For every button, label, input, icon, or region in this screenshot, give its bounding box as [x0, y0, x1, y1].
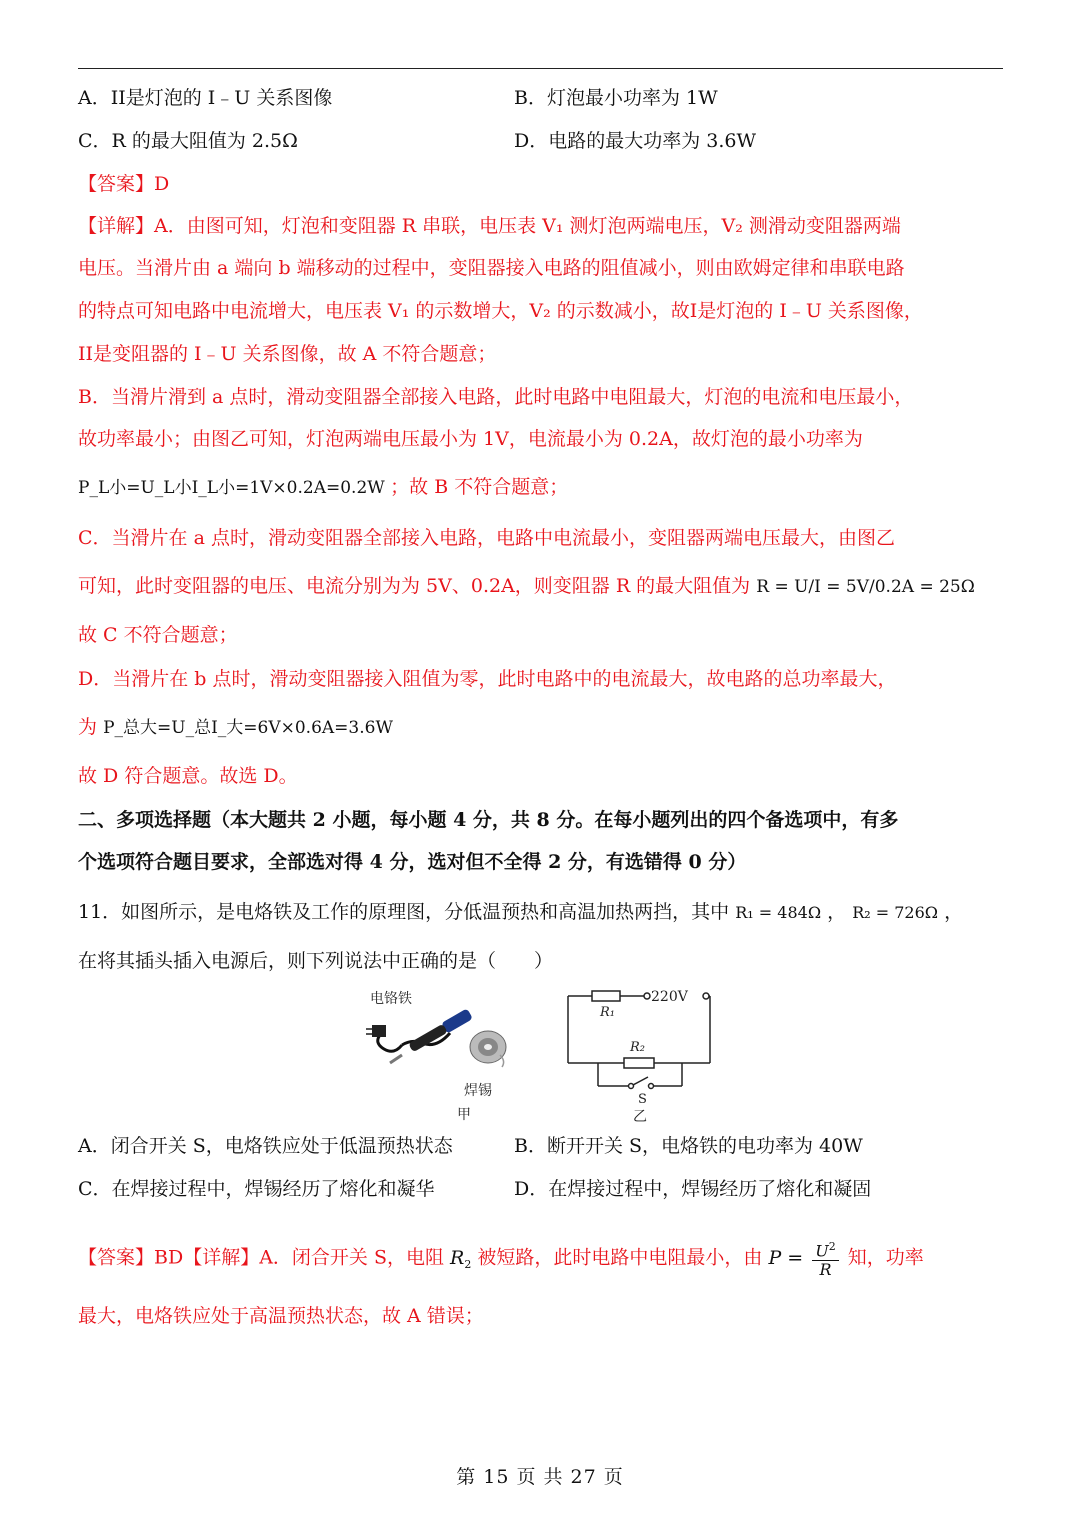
q11-option-a: A．闭合开关 S，电烙铁应处于低温预热状态 — [78, 1135, 453, 1157]
fig-a-label: 甲 — [457, 1107, 471, 1123]
formula-d: P_总大=U_总I_大=6V×0.6A=3.6W — [103, 718, 393, 738]
q10-formula-d — [78, 713, 393, 742]
q10-detail-c-line: 故 C 不符合题意； — [78, 624, 238, 646]
section-heading: 二、多项选择题（本大题共 2 小题，每小题 4 分，共 8 分。在每小题列出的四个备选项中，有多 — [78, 809, 899, 831]
header-rule — [78, 68, 1003, 69]
q11-answer-a: 【答案】BD【详解】A．闭合开关 S，电阻 — [78, 1246, 444, 1269]
q11-figure — [360, 985, 720, 1125]
q10-answer: 【答案】D — [78, 173, 170, 195]
q10-detail-d-line: 故 D 符合题意。故选 D。 — [78, 765, 298, 787]
q10-option-c: C．R 的最大阻值为 2.5Ω — [78, 130, 298, 152]
q11-stem: 在将其插头插入电源后，则下列说法中正确的是（ ） — [78, 950, 554, 972]
q10-detail-line: II是变阻器的 I﹣U 关系图像，故 A 不符合题意； — [78, 343, 497, 365]
q10-detail-line: 电压。当滑片由 a 端向 b 端移动的过程中，变阻器接入电路的阻值减小，则由欧姆定律和串联电路 — [78, 257, 905, 279]
q11-stem-text: 11．如图所示，是电烙铁及工作的原理图，分低温预热和高温加热两挡，其中 — [78, 901, 730, 923]
voltage-label: 220V — [651, 989, 688, 1005]
r1-value: R₁ = 484Ω — [735, 903, 822, 922]
q11-stem: 11．如图所示，是电烙铁及工作的原理图，分低温预热和高温加热两挡，其中 R₁ = 484Ω ， R₂ = 726Ω ， — [78, 901, 964, 923]
q11-answer-line: 【答案】BD【详解】A．闭合开关 S，电阻 $R_2$ 被短路，此时电路中电阻最小，由 P = $\frac{U^2}{R}$ 知，功率 — [78, 1240, 924, 1280]
q10-option-d: D．电路的最大功率为 3.6W — [514, 130, 757, 152]
q10-detail-line: 【详解】A．由图可知，灯泡和变阻器 R 串联，电压表 V₁ 测灯泡两端电压，V₂ 测滑动变阻器两端 — [78, 215, 901, 237]
formula-b: P_L小=U_L小I_L小=1V×0.2A=0.2W — [78, 478, 385, 498]
q11-option-d: D．在焊接过程中，焊锡经历了熔化和凝固 — [514, 1178, 872, 1200]
q10-detail-b-line: B．当滑片滑到 a 点时，滑动变阻器全部接入电路，此时电路中电阻最大，灯泡的电流和电压最小， — [78, 386, 914, 408]
q11-answer-b: 被短路，此时电路中电阻最小，由 — [477, 1246, 763, 1269]
formula-b-text: ；故 B 不符合题意； — [390, 476, 569, 498]
q11-answer-line: 最大，电烙铁应处于高温预热状态，故 A 错误； — [78, 1305, 484, 1327]
formula-d-prefix: 为 — [78, 716, 98, 738]
q11-option-c: C．在焊接过程中，焊锡经历了熔化和凝华 — [78, 1178, 435, 1200]
r1-label: R₁ — [600, 1005, 615, 1020]
q10-option-a: A．II是灯泡的 I﹣U 关系图像 — [78, 87, 333, 109]
section-heading: 个选项符合题目要求，全部选对得 4 分，选对但不全得 2 分，有选错得 0 分） — [78, 851, 747, 873]
q10-detail-c-line — [78, 572, 975, 601]
formula-c: R = U/I = 5V/0.2A = 25Ω — [756, 577, 975, 597]
q10-detail-c-line: C．当滑片在 a 点时，滑动变阻器全部接入电路，电路中电流最小，变阻器两端电压最大，由图乙 — [78, 527, 895, 549]
q10-detail-b-line: 故功率最小；由图乙可知，灯泡两端电压最小为 1V，电流最小为 0.2A，故灯泡的最小功率为 — [78, 428, 863, 450]
c2-text: 可知，此时变阻器的电压、电流分别为为 5V、0.2A，则变阻器 R 的最大阻值为 — [78, 575, 751, 597]
q11-answer-c: 知，功率 — [847, 1246, 924, 1269]
q10-detail-line: 的特点可知电路中电流增大，电压表 V₁ 的示数增大，V₂ 的示数减小，故I是灯泡的 I﹣U 关系图像， — [78, 300, 923, 322]
solder-label: 焊锡 — [464, 1083, 492, 1099]
switch-label: S — [638, 1092, 647, 1107]
soldering-iron-icon — [366, 1008, 473, 1063]
r2-label: R₂ — [630, 1040, 645, 1055]
iron-label: 电铬铁 — [370, 991, 412, 1007]
q11-option-b: B．断开开关 S，电烙铁的电功率为 40W — [514, 1135, 863, 1157]
q10-formula-b — [78, 473, 568, 502]
q10-option-b: B．灯泡最小功率为 1W — [514, 87, 718, 109]
solder-spool-icon — [470, 1031, 506, 1067]
fig-b-label: 乙 — [633, 1109, 647, 1125]
page-footer: 第 15 页 共 27 页 — [456, 1466, 624, 1488]
q10-detail-d-line: D．当滑片在 b 点时，滑动变阻器接入阻值为零，此时电路中的电流最大，故电路的总功率最大， — [78, 668, 897, 690]
r2-value: R₂ = 726Ω — [852, 903, 939, 922]
formula-power: $\frac{U^2}{R}$ — [812, 1238, 838, 1279]
